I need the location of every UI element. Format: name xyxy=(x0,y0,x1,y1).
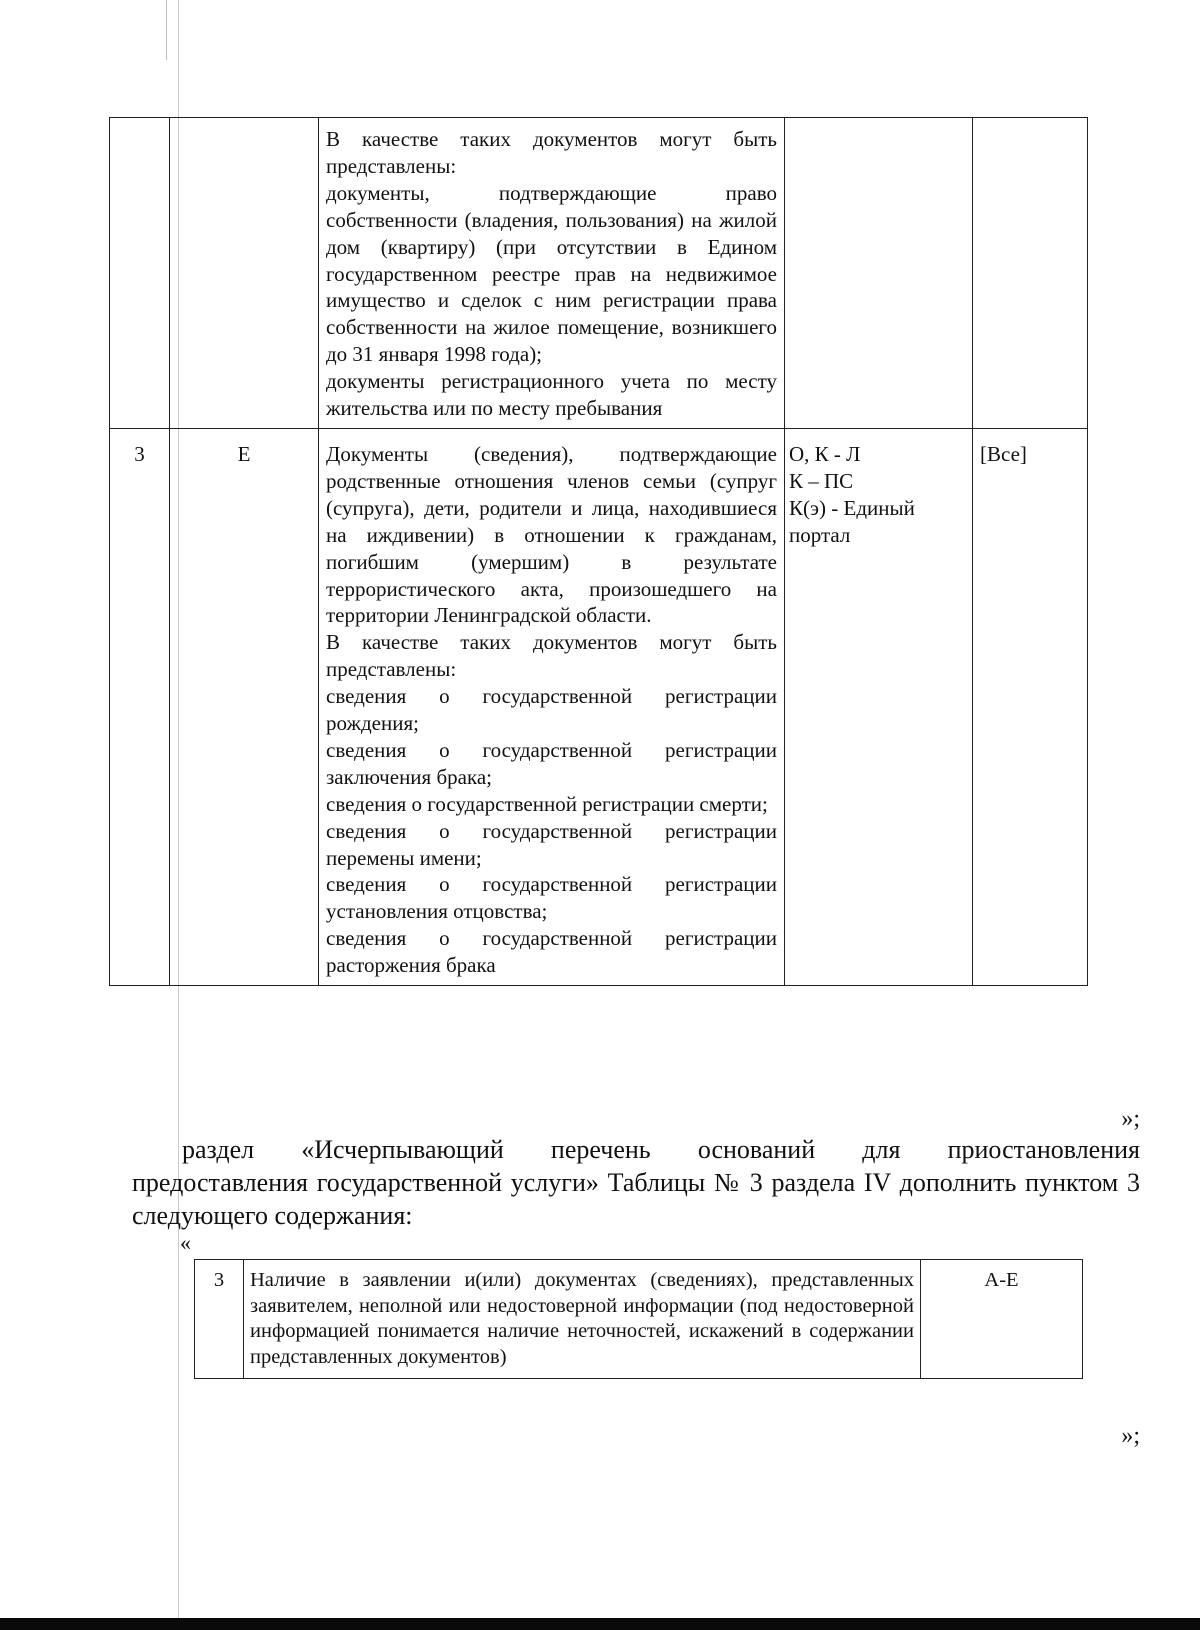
opening-quote: « xyxy=(180,1230,191,1255)
paragraph: Документы (сведения), подтверждающие родственные отношения членов семьи (супруг (супруга), дети, родители и лица, находившиеся на иждивении) в отношении к гражданам, погибшим (умершим) в результате террористического акта, произошедшего на территории Ленинградской области. xyxy=(326,441,777,628)
paragraph: В качестве таких документов могут быть представлены: xyxy=(326,630,777,682)
suspension-grounds-table xyxy=(194,1259,1083,1379)
table-row xyxy=(110,428,1088,985)
cell-number xyxy=(110,118,170,429)
closing-quote: »; xyxy=(1121,1423,1140,1449)
cell-submission xyxy=(785,118,973,429)
documents-table xyxy=(109,117,1088,986)
submission-line: К(э) - Единый портал xyxy=(789,495,915,547)
closing-quote: »; xyxy=(1121,1106,1140,1132)
cell-description xyxy=(319,118,785,429)
cell-description: Наличие в заявлении и(или) документах (сведениях), представленных заявителем, неполной или недостоверной информации (под недостоверной информацией понимается наличие неточностей, искажений в содержании представленных документов) xyxy=(244,1260,921,1379)
cell-number: 3 xyxy=(195,1260,244,1379)
cell-letter xyxy=(170,118,319,429)
table-row xyxy=(110,118,1088,429)
paragraph: сведения о государственной регистрации смерти; xyxy=(326,791,768,816)
cell-letter: Е xyxy=(170,428,319,985)
paragraph: сведения о государственной регистрации заключения брака; xyxy=(326,737,777,789)
submission-line: О, К - Л xyxy=(789,441,861,466)
amendment-paragraph xyxy=(132,1133,1140,1232)
cell-number: 3 xyxy=(110,428,170,985)
paragraph: сведения о государственной регистрации перемены имени; xyxy=(326,818,777,870)
table-row xyxy=(195,1260,1083,1379)
paragraph-rest: предоставления государственной услуги» Таблицы № 3 раздела IV дополнить пунктом 3 следующего содержания: xyxy=(132,1168,1140,1230)
paragraph: документы регистрационного учета по месту жительства или по месту пребывания xyxy=(326,369,777,421)
paragraph: документы, подтверждающие право собственности (владения, пользования) на жилой дом (квартиру) (при отсутствии в Едином государственном реестре прав на недвижимое имущество и сделок с ним регистрации права собственности на жилое помещение, возникшего до 31 января 1998 года); xyxy=(326,180,777,367)
paragraph: сведения о государственной регистрации установления отцовства; xyxy=(326,872,777,924)
cell-submission xyxy=(785,428,973,985)
paragraph: В качестве таких документов могут быть представлены: xyxy=(326,127,777,178)
scan-artifact-line-top xyxy=(166,0,167,60)
paragraph: сведения о государственной регистрации расторжения брака xyxy=(326,926,777,978)
paragraph: сведения о государственной регистрации рождения; xyxy=(326,684,777,736)
cell-applicants: А-Е xyxy=(921,1260,1083,1379)
cell-description xyxy=(319,428,785,985)
paragraph-first-line: раздел «Исчерпывающий перечень оснований для приостановления xyxy=(182,1135,1140,1164)
cell-applicants: [Все] xyxy=(973,428,1088,985)
submission-line: К – ПС xyxy=(789,468,854,493)
cell-applicants xyxy=(973,118,1088,429)
scan-bottom-edge xyxy=(0,1618,1200,1630)
